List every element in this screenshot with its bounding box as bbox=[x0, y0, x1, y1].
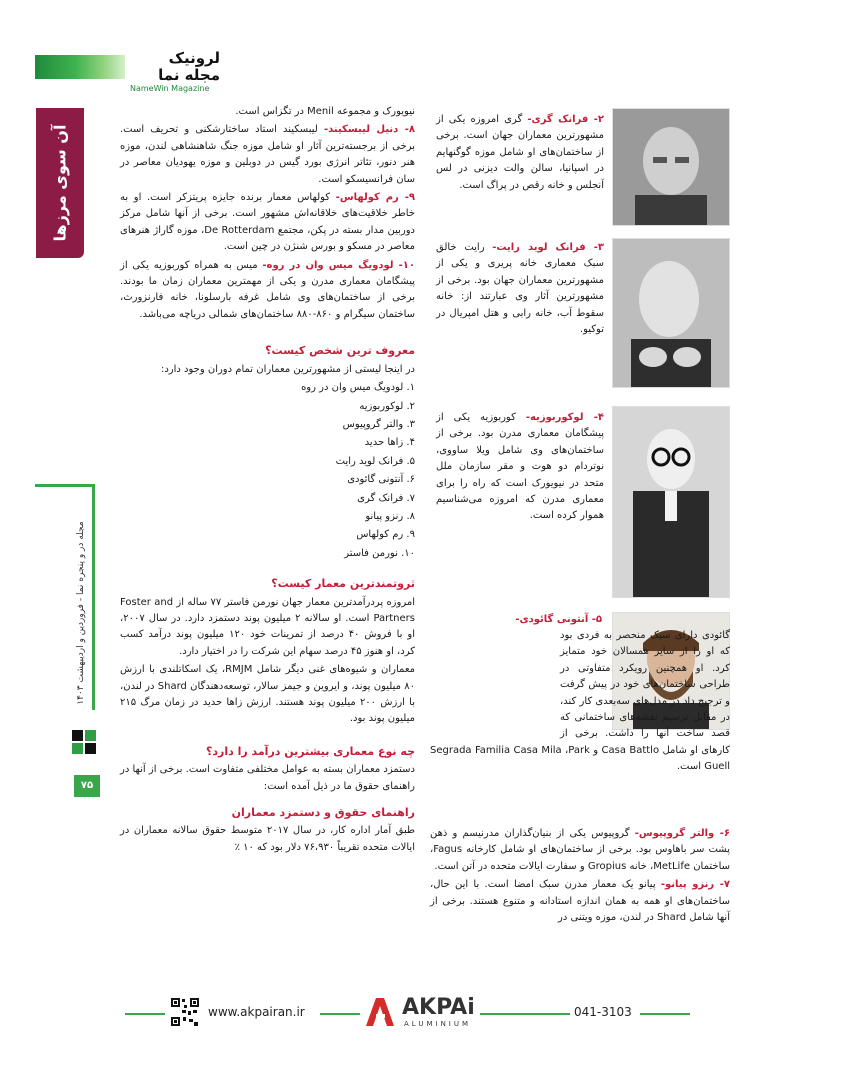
entry-le-corbusier bbox=[436, 410, 604, 527]
entry-piano-text: پیانو یک معمار مدرن سبک امضا است. با این حال، ساختمان‌های او همه به همان اندازه استادانه و متنوع هستند. برخی از آنها شامل Shard در لندن، موزه ویتنی در bbox=[430, 879, 730, 924]
qr-code-icon bbox=[170, 997, 200, 1027]
list-item: ۹. رم کولهاس bbox=[356, 529, 415, 541]
portrait-le-corbusier bbox=[612, 406, 730, 598]
footer-line bbox=[125, 1013, 165, 1015]
list-item: ۶. آنتونی گائودی bbox=[347, 474, 415, 486]
entry-koolhaas-text: کولهاس معمار برنده جایزه پریتزکر است. او به خاطر خلاقیت‌های خلاقانه‌اش مشهور است. برخی از آنها شامل مرکز دوربین مدار بسته در پکن، مجتمع De Rotterdam، موزه گاراژ هنرهای معاصر در مسکو و بورس شنژن در چین است. bbox=[120, 192, 416, 253]
entry-gehry bbox=[436, 112, 604, 196]
entry-gehry-name: ۲- فرانک گری- bbox=[527, 114, 605, 125]
entry-wright bbox=[436, 240, 604, 340]
entry-libeskind-text: لیبسکیند استاد ساختارشکنی و تحریف است. برخی از برجسته‌ترین آثار او شامل موزه جنگ شاهنشاهی لندن، موزه هنر دنور، تئاتر انرژی بورد گیس در دوبلین و موزه یهودیان معاصر در سان فرانسیسکو است. bbox=[120, 124, 415, 185]
phone-number: 041-3103 bbox=[574, 1005, 632, 1019]
page-number: ۷۵ bbox=[74, 775, 100, 797]
entry-le-corbusier-text: کوربوزیه یکی از پیشگامان معماری مدرن بود. برخی از ساختمان‌های وی شامل ویلا ساووی، نوتردام دو هوت و مقر سازمان ملل متحد در نیویورک است که راه را برای معماری مدرن که امروزه می‌شناسیم هموار کرده است. bbox=[436, 412, 604, 522]
entry-piano-name: ۷- رنزو پیانو- bbox=[660, 879, 730, 891]
footer-line bbox=[320, 1013, 360, 1015]
akpai-logo-icon bbox=[362, 996, 398, 1028]
list-item: ۸. رنزو پیانو bbox=[365, 510, 415, 522]
entry-wright-name: ۳- فرانک لوید رایت- bbox=[492, 242, 604, 253]
heading-richest: ثروتمندترین معمار کیست؟ bbox=[271, 577, 415, 591]
entries-gropius-piano bbox=[430, 826, 730, 928]
magazine-logo-en: NameWin Magazine bbox=[130, 84, 210, 93]
entry-gropius-text: گروپیوس یکی از بنیان‌گذاران مدرنیسم و ذهن پشت سر باهاوس بود. برخی از ساختمان‌های او شامل کارخانه Fagus، ساختمان MetLife، خانه Gropius و سفارت ایالات متحده در آتن است. bbox=[430, 828, 730, 872]
entry-koolhaas-name: ۹- رم کولهاس- bbox=[335, 192, 415, 204]
list-item: ۲. لوکوربوزیه bbox=[359, 400, 415, 412]
website-link[interactable]: www.akpairan.ir bbox=[208, 1005, 305, 1019]
salary-paragraph: طبق آمار اداره کار، در سال ۲۰۱۷ متوسط حقوق سالانه معماران در ایالات متحده تقریباً ۷۶،۹۳۰ دلار بود که ۱۰ ٪ bbox=[120, 825, 415, 853]
entry-libeskind-name: ۸- دنیل لیبسکیند- bbox=[323, 124, 415, 136]
income-paragraph: دستمزد معماران بسته به عوامل مختلفی متفاوت است. برخی از آنها در راهنمای حقوق ما در ذیل آمده است: bbox=[120, 764, 415, 792]
section-tab bbox=[36, 108, 84, 258]
heading-salary-guide: راهنمای حقوق و دستمزد معماران bbox=[231, 806, 415, 820]
entry-wright-text: رایت خالق سبک معماری خانه پریری و یکی از مشهورترین معماران جهان بود. برخی از مشهورترین آثار وی عبارتند از: خانه سقوط آب، خانه رابی و هتل امپریال در توکیو. bbox=[436, 242, 604, 336]
side-divider-vertical bbox=[92, 484, 95, 710]
header-color-bar bbox=[35, 55, 125, 79]
footer-line bbox=[480, 1013, 570, 1015]
entry-gaudi bbox=[430, 628, 730, 818]
list-item: ۷. فرانک گری bbox=[357, 492, 415, 504]
list-item: ۱۰. نورمن فاستر bbox=[344, 547, 415, 559]
gaudi-photo-spacer bbox=[430, 628, 560, 728]
entry-gropius-name: ۶- والتر گروپیوس- bbox=[634, 828, 730, 839]
entry-le-corbusier-name: ۴- لوکوربوزیه- bbox=[525, 412, 604, 423]
list-item: ۴. زاها حدید bbox=[364, 437, 415, 449]
brand-name: AKPAi bbox=[402, 995, 475, 1020]
left-column bbox=[120, 104, 415, 858]
brand-subtitle: ALUMINIUM bbox=[404, 1020, 472, 1028]
famous-list bbox=[120, 380, 415, 562]
magazine-logo-fa: لرونیک مجله نما bbox=[158, 49, 220, 84]
entry-mies-text: میس به همراه کوربوزیه یکی از پیشگامان معماری مدرن و یکی از مهمترین معماران زمان ما بودند. برخی از ساختمان‌های وی شامل غرفه بارسلونا، خانه فارنزورث، ساختمان سیگرام و ۸۶۰-۸۸۰ ساختمان‌های شمالی دریاچه می‌باشد. bbox=[120, 259, 415, 320]
list-item: ۵. فرانک لوید رایت bbox=[335, 455, 415, 467]
portrait-frank-lloyd-wright bbox=[612, 238, 730, 388]
richest-paragraph-2: معماران و شیوه‌های غنی دیگر شامل RMJM، یک اسکاتلندی با ارزش ۸۰ میلیون پوند، و ایروین و جیمز سالار، توسعه‌دهندگان Shard در لندن، با ارزش ۲۰۰ میلیون پوند هستند. ارزش زاها حدید در زمان مرگ ۲۱۵ میلیون پوند بود. bbox=[120, 664, 415, 725]
section-title: آن سوی مرزها bbox=[50, 124, 70, 242]
portrait-frank-gehry bbox=[612, 108, 730, 226]
entry-mies-name: ۱۰- لودویگ میس وان در روه- bbox=[262, 259, 415, 271]
heading-highest-income: چه نوع معماری بیشترین درآمد را دارد؟ bbox=[205, 744, 415, 758]
entry-gaudi-name: ۵- آنتونی گائودی- bbox=[515, 614, 602, 625]
entry-gehry-text: گری امروزه یکی از مشهورترین معماران جهان است. برخی از ساختمان‌های او شامل موزه گوگنهایم در اسپانیا، سالن والت دیزنی در لس آنجلس و خانه رقص در پراگ است. bbox=[436, 114, 604, 191]
side-divider-horizontal bbox=[35, 484, 95, 487]
entry-gaudi-text: گائودی دارای سبک منحصر به فردی بود که او را از سایر همسالان خود متمایز کرد. او همچنین رویکرد متفاوتی در طراحی ساختمان‌های خود در پیش گرفت و ترجیح داد در مدل‌های سه‌بعدی کار کند، در مقابل ترسیم نقشه‌های ساختمانی که قصد ساخت آنها را داشت. برخی از کارهای او شامل Casa Battlo و Segrada Familia Casa Mila ،Park Guell است. bbox=[430, 630, 730, 773]
issue-info-text: مجله در و پنجره نما - فروردین و اردیبهشت ۱۴۰۳ bbox=[76, 520, 86, 705]
list-item: ۱. لودویگ میس وان در روه bbox=[301, 382, 415, 394]
magazine-logo bbox=[130, 49, 220, 93]
window-logo-icon bbox=[72, 730, 98, 758]
footer-line bbox=[640, 1013, 690, 1015]
issue-info bbox=[70, 500, 92, 725]
entry-piano-continued: نیویورک و مجموعه Menil در تگزاس است. bbox=[235, 106, 415, 117]
list-item: ۳. والتر گروپیوس bbox=[342, 418, 415, 430]
richest-paragraph-1: امروزه پردرآمدترین معمار جهان نورمن فاستر ۷۷ ساله از Foster and Partners است. او سالانه ۲ میلیون پوند دستمزد دارد. در سال ۲۰۰۷، او با فروش ۴۰ درصد از تمرینات خود ۱۲۰ میلیون پوند درآمد کسب کرد، او هنوز ۴۵ درصد سهام این شرکت را در اختیار دارد. bbox=[120, 596, 416, 657]
heading-most-famous: معروف ترین شخص کیست؟ bbox=[265, 344, 415, 358]
famous-intro: در اینجا لیستی از مشهورترین معماران تمام دوران وجود دارد: bbox=[160, 363, 415, 375]
